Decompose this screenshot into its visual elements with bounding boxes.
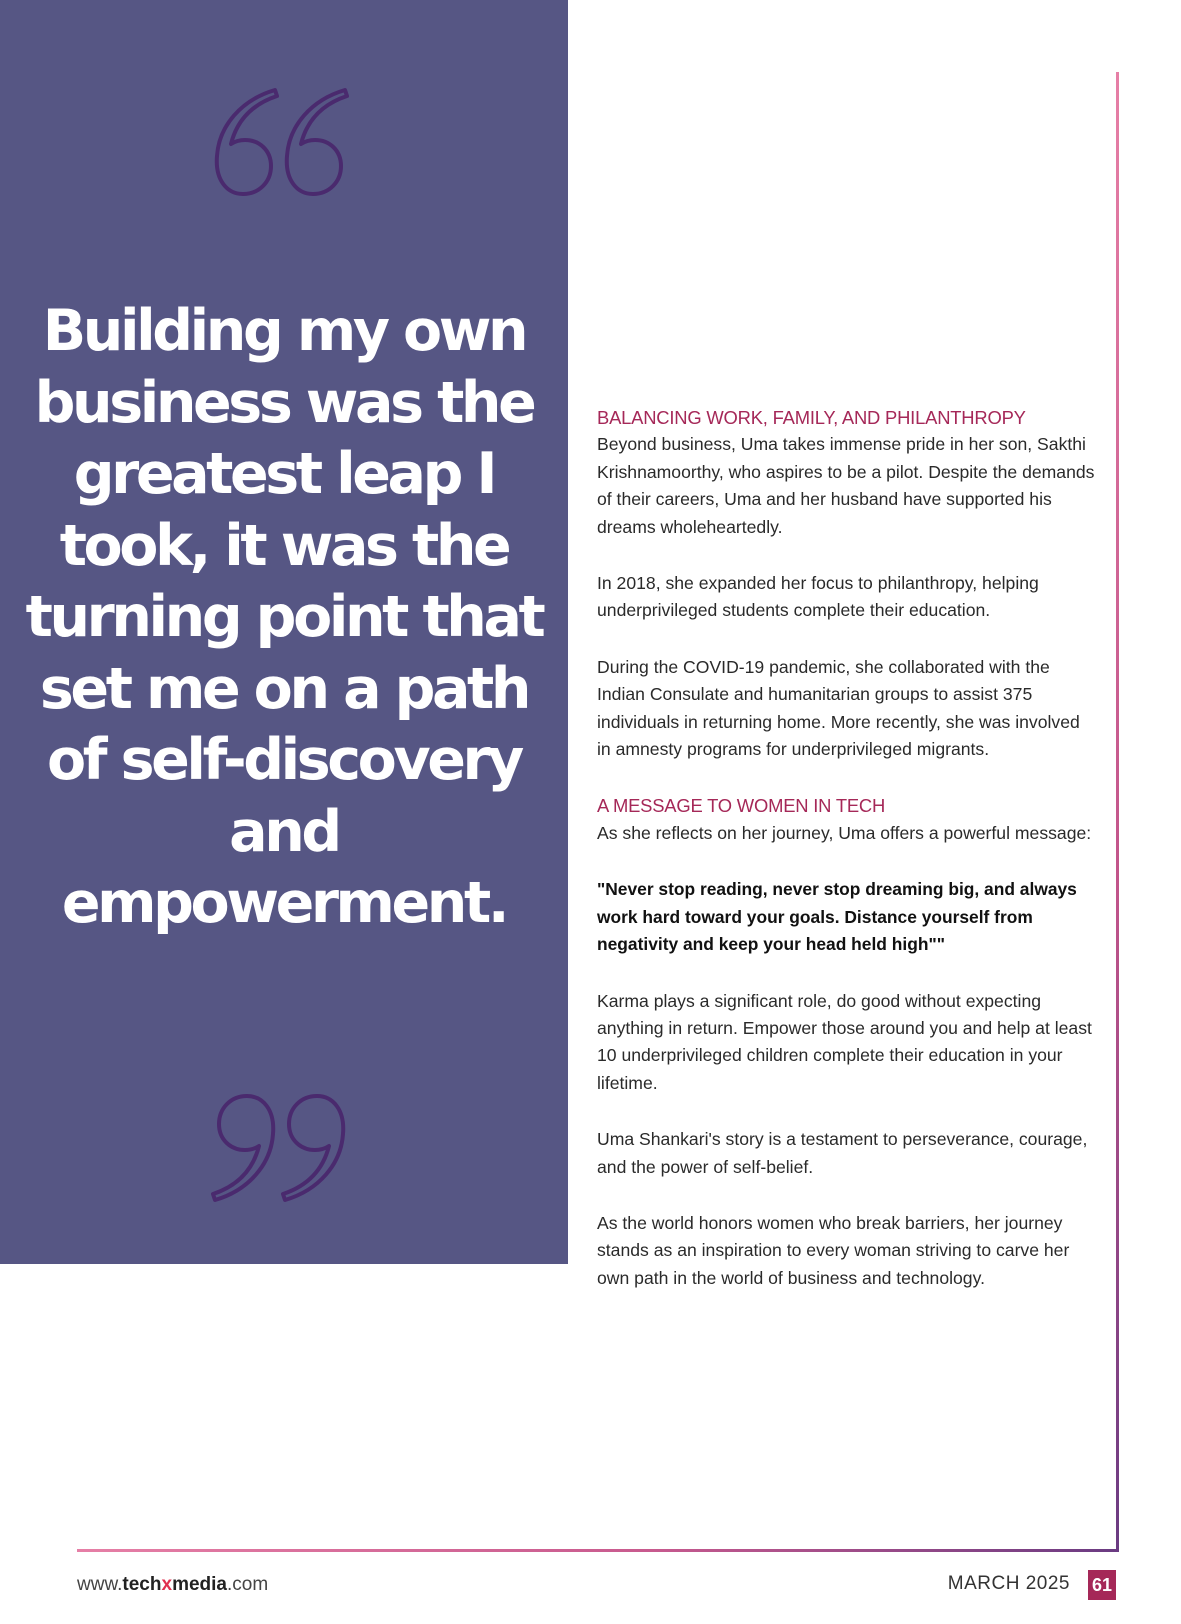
close-quote-mark-icon [205,1088,355,1208]
issue-date: MARCH 2025 [947,1573,1070,1594]
paragraph: In 2018, she expanded her focus to philanthropy, helping underprivileged students complete their education. [597,573,1039,621]
paragraph: As the world honors women who break barriers, her journey stands as an inspiration to every woman striving to carve her own path in the world of business and technology. [597,1212,1070,1288]
page-number-badge: 61 [1088,1570,1116,1600]
article-body [597,404,1095,1292]
pull-quote-panel [0,0,568,1264]
horizontal-accent-line [77,1549,1119,1552]
section-heading-women-in-tech: A MESSAGE TO WOMEN IN TECH [597,795,886,817]
footer-website[interactable] [77,1574,268,1596]
pull-quote-text: Building my own business was the greatest leap I took, it was the turning point that set me on a path of self-discovery and empowerment. [25,298,543,936]
site-brand-media: media [172,1574,227,1595]
site-brand-tech: tech [122,1574,162,1595]
site-brand-x: x [161,1574,173,1595]
vertical-accent-line [1116,72,1119,1552]
paragraph: As she reflects on her journey, Uma offers a powerful message: [597,822,1092,843]
site-suffix: .com [226,1574,269,1595]
paragraph: Beyond business, Uma takes immense pride in her son, Sakthi Krishnamoorthy, who aspires to be a pilot. Despite the demands of their careers, Uma and her husband have supported his dreams wholeheartedly. [597,434,1095,537]
site-prefix: www. [77,1574,123,1595]
inline-quote: "Never stop reading, never stop dreaming big, and always work hard toward your goals. Distance yourself from negativity and keep your head held high"" [597,879,1077,955]
section-heading-philanthropy: BALANCING WORK, FAMILY, AND PHILANTHROPY [597,407,1026,428]
paragraph: Uma Shankari's story is a testament to perseverance, courage, and the power of self-belief. [597,1129,1088,1177]
paragraph: During the COVID-19 pandemic, she collaborated with the Indian Consulate and humanitarian groups to assist 375 individuals in returning home. More recently, she was involved in amnesty programs for underprivileged migrants. [597,656,1080,760]
paragraph: Karma plays a significant role, do good without expecting anything in return. Empower those around you and help at least 10 underprivileged children complete their education in your lifetime. [597,990,1092,1093]
open-quote-mark-icon [205,82,355,202]
